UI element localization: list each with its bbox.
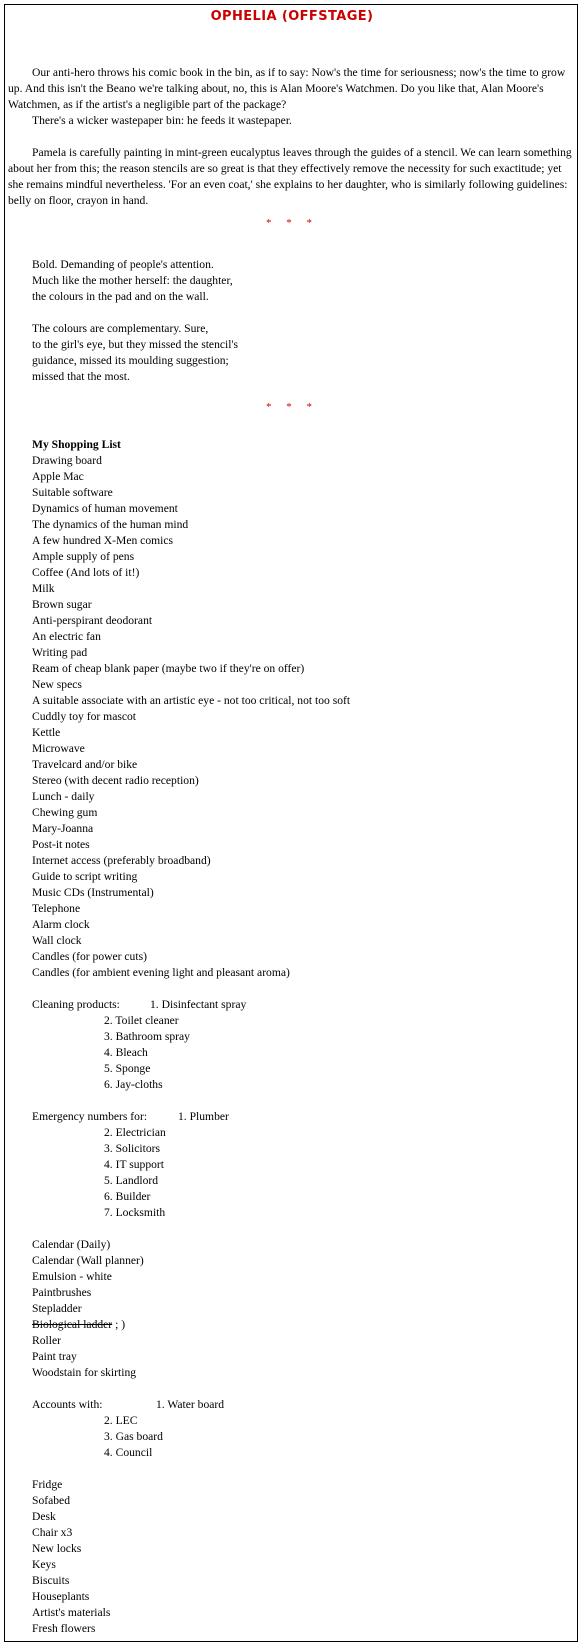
list-item: Chair x3 [32,1526,73,1539]
group-item: 2. LEC [104,1414,138,1427]
section-separator: * * * [266,401,318,413]
list-item: New specs [32,678,82,691]
list-item: Brown sugar [32,598,92,611]
list-item: Wall clock [32,934,82,947]
list-item: Alarm clock [32,918,90,931]
list-spacer [32,1461,572,1477]
list-item [32,1029,572,1045]
list-item: Sofabed [32,1494,70,1507]
list-item: Stereo (with decent radio reception) [32,774,199,787]
list-item: The dynamics of the human mind [32,518,189,531]
paragraph: Pamela is carefully painting in mint-green eucalyptus leaves through the guides of a stencil. We can learn something about her from this; the reason stencils are so great is that they effectively remove the necessity for such exactitude; yet she remains mindful nevertheless. 'For an even coat,' she explains to her daughter, who is similarly following guidelines: belly on floor, crayon in hand. [8,146,572,207]
list-item: Paintbrushes [32,1286,92,1299]
list-item: Houseplants [32,1590,90,1603]
list-item: Fresh flowers [32,1622,96,1635]
list-item [32,1445,572,1461]
poem-line: guidance, missed its moulding suggestion; [32,354,229,367]
poem-line: the colours in the pad and on the wall. [32,290,209,303]
page-title: OPHELIA (OFFSTAGE) [210,9,374,24]
list-spacer [32,981,572,997]
list-item: Ample supply of pens [32,550,135,563]
list-item [32,1045,572,1061]
list-item [32,1429,572,1445]
list-item [32,997,572,1013]
list-item: Artist's materials [32,1606,111,1619]
group-item: 7. Locksmith [104,1206,166,1219]
list-heading: My Shopping List [32,438,121,451]
shopping-list [32,437,572,1637]
list-item [32,1173,572,1189]
list-item: Anti-perspirant deodorant [32,614,153,627]
list-item: Ream of cheap blank paper (maybe two if they're on offer) [32,662,305,675]
poem-stanza-2 [32,321,238,385]
list-item [32,1397,572,1413]
group-item: 3. Bathroom spray [104,1030,190,1043]
list-item [32,1013,572,1029]
list-item: Internet access (preferably broadband) [32,854,211,867]
group-label: Emergency numbers for: [32,1110,148,1123]
list-item: An electric fan [32,630,101,643]
list-item [32,1077,572,1093]
list-item: Milk [32,582,55,595]
list-item [32,1125,572,1141]
list-item: Guide to script writing [32,870,138,883]
list-item: Lunch - daily [32,790,95,803]
list-item: A few hundred X-Men comics [32,534,174,547]
list-spacer [32,1381,572,1397]
group-item: 6. Builder [104,1190,151,1203]
list-item [32,1157,572,1173]
list-item: Woodstain for skirting [32,1366,137,1379]
list-item: Apple Mac [32,470,84,483]
section-separator: * * * [266,217,318,229]
list-item: Desk [32,1510,56,1523]
group-item: 3. Gas board [104,1430,163,1443]
list-item: Telephone [32,902,81,915]
list-item: Biscuits [32,1574,70,1587]
group-item: 1. Plumber [178,1110,229,1123]
group-item: 4. Bleach [104,1046,148,1059]
list-item: Dynamics of human movement [32,502,178,515]
group-item: 3. Solicitors [104,1142,161,1155]
poem-line: Bold. Demanding of people's attention. [32,258,214,271]
group-item: 1. Water board [156,1398,225,1411]
list-item: Mary-Joanna [32,822,94,835]
poem-line: missed that the most. [32,370,130,383]
list-item: Coffee (And lots of it!) [32,566,140,579]
poem-line: The colours are complementary. Sure, [32,322,209,335]
list-spacer [32,1221,572,1237]
intro-prose [8,65,574,129]
paragraph: Our anti-hero throws his comic book in the bin, as if to say: Now's the time for seriousness; now's the time to grow up. And this isn't the Beano we're talking about, no, this is Alan Moore's Watchmen. Do you like that, Alan Moore's Watchmen, as if the artist's a negligible part of the package? [8,66,566,111]
list-spacer [32,1093,572,1109]
list-item [32,1061,572,1077]
list-item: Post-it notes [32,838,90,851]
group-label: Cleaning products: [32,998,120,1011]
poem-line: Much like the mother herself: the daughter, [32,274,233,287]
list-item: Chewing gum [32,806,98,819]
group-item: 6. Jay-cloths [104,1078,163,1091]
pamela-prose [8,145,574,209]
list-item [32,1317,572,1333]
list-item: Microwave [32,742,85,755]
group-item: 5. Sponge [104,1062,151,1075]
list-item: Candles (for ambient evening light and pleasant aroma) [32,966,290,979]
list-item: Writing pad [32,646,88,659]
wink-emoticon: ; ) [112,1318,126,1331]
list-item: Paint tray [32,1350,77,1363]
list-item [32,1205,572,1221]
list-item: A suitable associate with an artistic eye - not too critical, not too soft [32,694,351,707]
group-item: 4. Council [104,1446,153,1459]
struck-item: Biological ladder [32,1318,113,1331]
group-item: 1. Disinfectant spray [150,998,247,1011]
poem-line: to the girl's eye, but they missed the stencil's [32,338,239,351]
group-item: 2. Electrician [104,1126,166,1139]
list-item: Travelcard and/or bike [32,758,138,771]
list-item: Fridge [32,1478,63,1491]
list-item [32,1141,572,1157]
list-item [32,1189,572,1205]
list-item: Cuddly toy for mascot [32,710,137,723]
list-item: Roller [32,1334,61,1347]
list-item: Kettle [32,726,61,739]
list-item: Calendar (Wall planner) [32,1254,144,1267]
list-item [32,1413,572,1429]
group-item: 2. Toilet cleaner [104,1014,179,1027]
list-item: Keys [32,1558,56,1571]
list-item: Drawing board [32,454,102,467]
list-item: Emulsion - white [32,1270,112,1283]
paragraph: There's a wicker wastepaper bin: he feeds it wastepaper. [32,114,292,127]
list-item: Suitable software [32,486,113,499]
list-item: Stepladder [32,1302,82,1315]
list-item: New locks [32,1542,82,1555]
group-label: Accounts with: [32,1398,103,1411]
list-item: Candles (for power cuts) [32,950,147,963]
poem-stanza-1 [32,257,233,305]
list-item [32,1109,572,1125]
list-item: Calendar (Daily) [32,1238,111,1251]
list-item: Music CDs (Instrumental) [32,886,154,899]
group-item: 5. Landlord [104,1174,159,1187]
group-item: 4. IT support [104,1158,165,1171]
